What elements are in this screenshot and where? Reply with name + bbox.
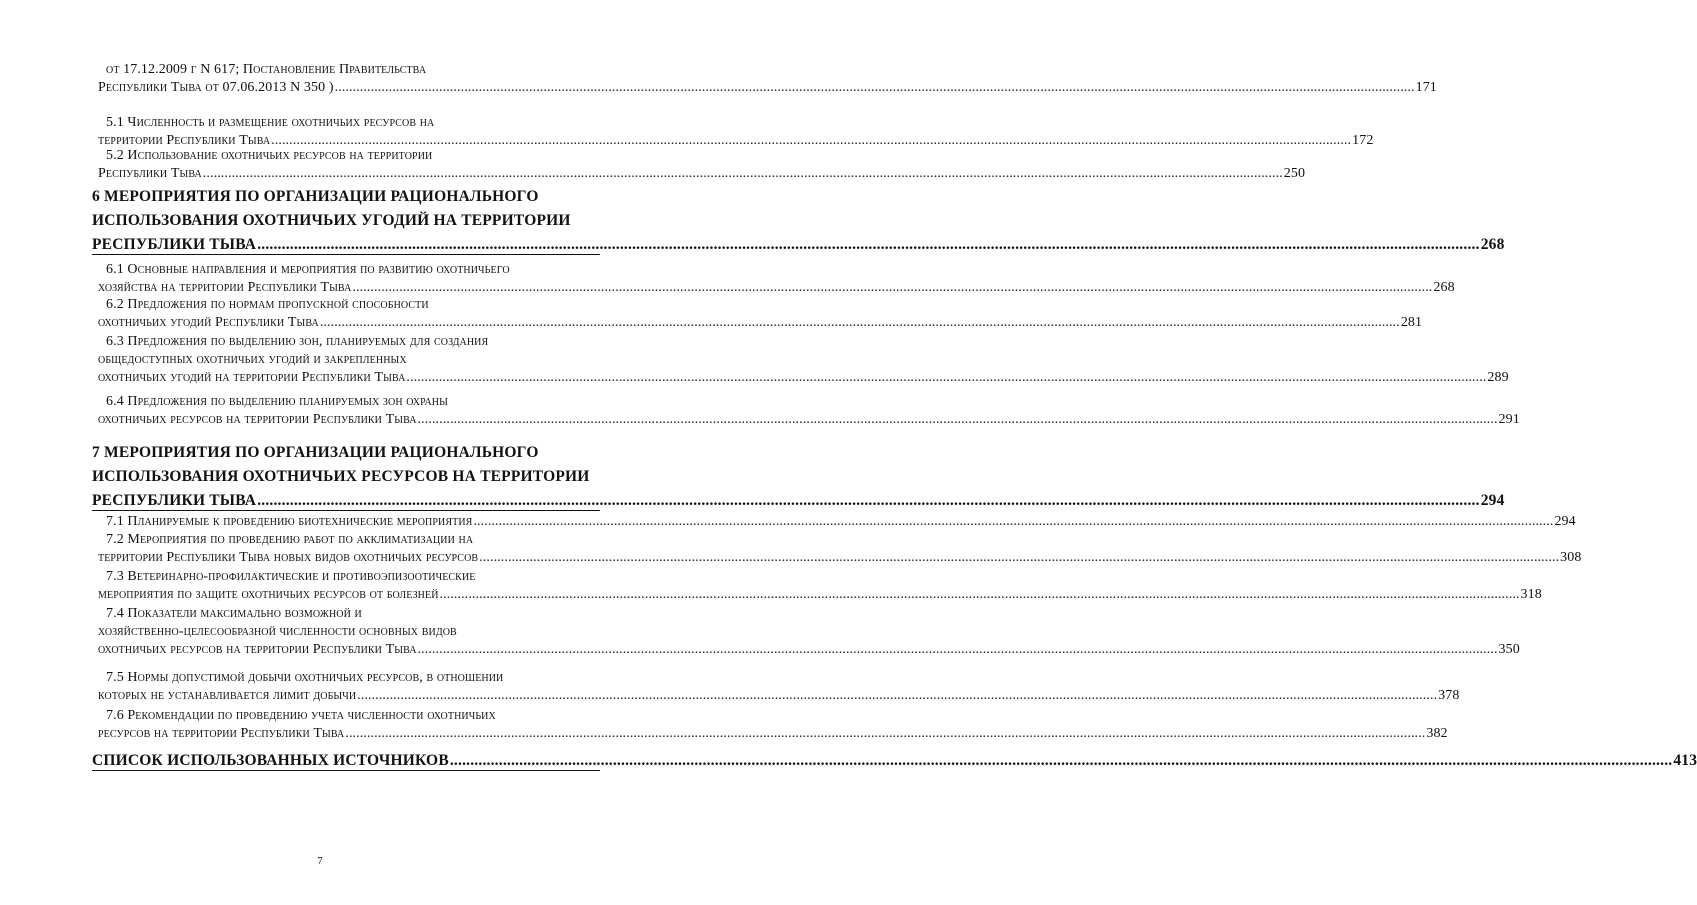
toc-entry-final-line[interactable]: [98, 550, 1582, 566]
toc-entry-title: охотничьих ресурсов на территории Республики Тыва: [98, 642, 417, 658]
toc-entry-title: РЕСПУБЛИКИ ТЫВА: [92, 492, 257, 509]
toc-entry-line: 5.1 Численность и размещение охотничьих ресурсов на: [106, 115, 435, 130]
toc-entry-title: СПИСОК ИСПОЛЬЗОВАННЫХ ИСТОЧНИКОВ: [92, 752, 449, 769]
leader-dots: ............................................................................................................................................................................................................................................................................................................: [202, 166, 1283, 182]
toc-entry-title: Республики Тыва: [98, 166, 202, 182]
toc-page-number: 268: [1433, 280, 1455, 296]
toc-entry-title: ресурсов на территории Республики Тыва: [98, 726, 345, 742]
toc-entry-title: охотничьих ресурсов на территории Республики Тыва: [98, 412, 417, 428]
toc-page-number: 268: [1480, 236, 1505, 253]
toc-entry-title: мероприятия по защите охотничьих ресурсов от болезней: [98, 587, 439, 603]
toc-entry-final-line[interactable]: [92, 236, 1505, 255]
toc-entry-line: от 17.12.2009 г N 617; Постановление Правительства: [106, 62, 427, 77]
toc-entry-title: охотничьих угодий Республики Тыва: [98, 315, 319, 331]
toc-entry-final-line[interactable]: [98, 412, 1520, 428]
toc-entry-line: 7.4 Показатели максимально возможной и: [106, 606, 362, 621]
leader-dots: ............................................................................................................................................................................................................................................................................................................: [319, 315, 1400, 331]
toc-entry-final-line[interactable]: [98, 80, 1437, 96]
leader-dots: ............................................................................................................................................................................................................................................................................................................: [417, 642, 1498, 658]
toc-entry-final-line[interactable]: [98, 587, 1542, 603]
toc-page-number: 294: [1480, 492, 1505, 509]
toc-entry-line: 6.4 Предложения по выделению планируемых зон охраны: [106, 394, 448, 409]
toc-entry-title: Республики Тыва от 07.06.2013 N 350 ): [98, 80, 334, 96]
toc-page-number: 281: [1400, 315, 1423, 331]
toc-entry-final-line[interactable]: [98, 370, 1509, 386]
toc-page-number: 250: [1283, 166, 1306, 182]
toc-entry-line: 5.2 Использование охотничьих ресурсов на территории: [106, 148, 433, 163]
toc-page-number: 413: [1673, 752, 1697, 769]
toc-entry-title: охотничьих угодий на территории Республики Тыва: [98, 370, 406, 386]
leader-dots: ............................................................................................................................................................................................................................................................................................................: [345, 726, 1426, 742]
page-number: 7: [317, 855, 323, 867]
toc-entry-line: 7.5 Нормы допустимой добычи охотничьих ресурсов, в отношении: [106, 670, 504, 685]
toc-page-number: 171: [1415, 80, 1437, 96]
toc-page-number: 382: [1426, 726, 1448, 742]
leader-dots: ............................................................................................................................................................................................................................................................................................................: [357, 688, 1438, 704]
leader-dots: ............................................................................................................................................................................................................................................................................................................: [352, 280, 1433, 296]
toc-entry-final-line[interactable]: [92, 492, 1505, 511]
leader-dots: ............................................................................................................................................................................................................................................................................................................: [439, 587, 1520, 603]
toc-page-number: 378: [1438, 688, 1460, 704]
toc-entry-title: которых не устанавливается лимит добычи: [98, 688, 357, 704]
leader-dots: ............................................................................................................................................................................................................................................................................................................: [257, 236, 1480, 253]
toc-entry-line: 7.6 Рекомендации по проведению учета численности охотничьих: [106, 708, 496, 723]
toc-page-number: 350: [1498, 642, 1520, 658]
toc-page-number: 172: [1352, 133, 1374, 149]
toc-page-number: 289: [1487, 370, 1509, 386]
toc-entry-line: ИСПОЛЬЗОВАНИЯ ОХОТНИЧЬИХ РЕСУРСОВ НА ТЕРРИТОРИИ: [92, 468, 590, 485]
toc-entry-line: 7.2 Мероприятия по проведению работ по акклиматизации на: [106, 532, 474, 547]
toc-entry-title: РЕСПУБЛИКИ ТЫВА: [92, 236, 257, 253]
toc-entry-final-line[interactable]: [98, 315, 1423, 331]
toc-entry-line: общедоступных охотничьих угодий и закрепленных: [98, 352, 407, 368]
toc-entry-line: 7 МЕРОПРИЯТИЯ ПО ОРГАНИЗАЦИИ РАЦИОНАЛЬНОГО: [92, 444, 539, 461]
leader-dots: ............................................................................................................................................................................................................................................................................................................: [271, 133, 1352, 149]
toc-entry-line: ИСПОЛЬЗОВАНИЯ ОХОТНИЧЬИХ УГОДИЙ НА ТЕРРИТОРИИ: [92, 212, 571, 229]
toc-entry-line: хозяйственно-целесообразной численности основных видов: [98, 624, 457, 640]
toc-entry-title: территории Республики Тыва: [98, 133, 271, 149]
leader-dots: ............................................................................................................................................................................................................................................................................................................: [257, 492, 1480, 509]
toc-entry-final-line[interactable]: [98, 642, 1520, 658]
toc-page-number: 291: [1498, 412, 1520, 428]
toc-entry-final-line[interactable]: [98, 280, 1455, 296]
toc-entry-line: 6.1 Основные направления и мероприятия по развитию охотничьего: [106, 262, 510, 277]
toc-entry-final-line[interactable]: [92, 752, 1697, 771]
toc-entry-line: 6 МЕРОПРИЯТИЯ ПО ОРГАНИЗАЦИИ РАЦИОНАЛЬНОГО: [92, 188, 539, 205]
toc-entry-final-line[interactable]: [98, 166, 1306, 182]
toc-entry-title: хозяйства на территории Республики Тыва: [98, 280, 352, 296]
leader-dots: ............................................................................................................................................................................................................................................................................................................: [473, 514, 1554, 529]
toc-entry-title: территории Республики Тыва новых видов охотничьих ресурсов: [98, 550, 479, 566]
leader-dots: ............................................................................................................................................................................................................................................................................................................: [417, 412, 1498, 428]
toc-page-number: 318: [1520, 587, 1542, 603]
toc-page-number: 294: [1554, 514, 1576, 529]
toc-entry-final-line[interactable]: [98, 688, 1460, 704]
toc-entry-line: 6.2 Предложения по нормам пропускной способности: [106, 297, 429, 312]
leader-dots: ............................................................................................................................................................................................................................................................................................................: [449, 752, 1673, 769]
toc-entry-final-line[interactable]: [98, 133, 1374, 149]
toc-entry-line: 6.3 Предложения по выделению зон, планируемых для создания: [106, 334, 489, 349]
toc-entry-final-line[interactable]: [106, 514, 1576, 530]
leader-dots: ............................................................................................................................................................................................................................................................................................................: [479, 550, 1560, 566]
leader-dots: ............................................................................................................................................................................................................................................................................................................: [334, 80, 1415, 96]
toc-page-number: 308: [1560, 550, 1582, 566]
toc-entry-line: 7.3 Ветеринарно-профилактические и противоэпизоотические: [106, 569, 476, 584]
toc-entry-title: 7.1 Планируемые к проведению биотехнические мероприятия: [106, 514, 473, 529]
toc-entry-final-line[interactable]: [98, 726, 1448, 742]
leader-dots: ............................................................................................................................................................................................................................................................................................................: [406, 370, 1487, 386]
